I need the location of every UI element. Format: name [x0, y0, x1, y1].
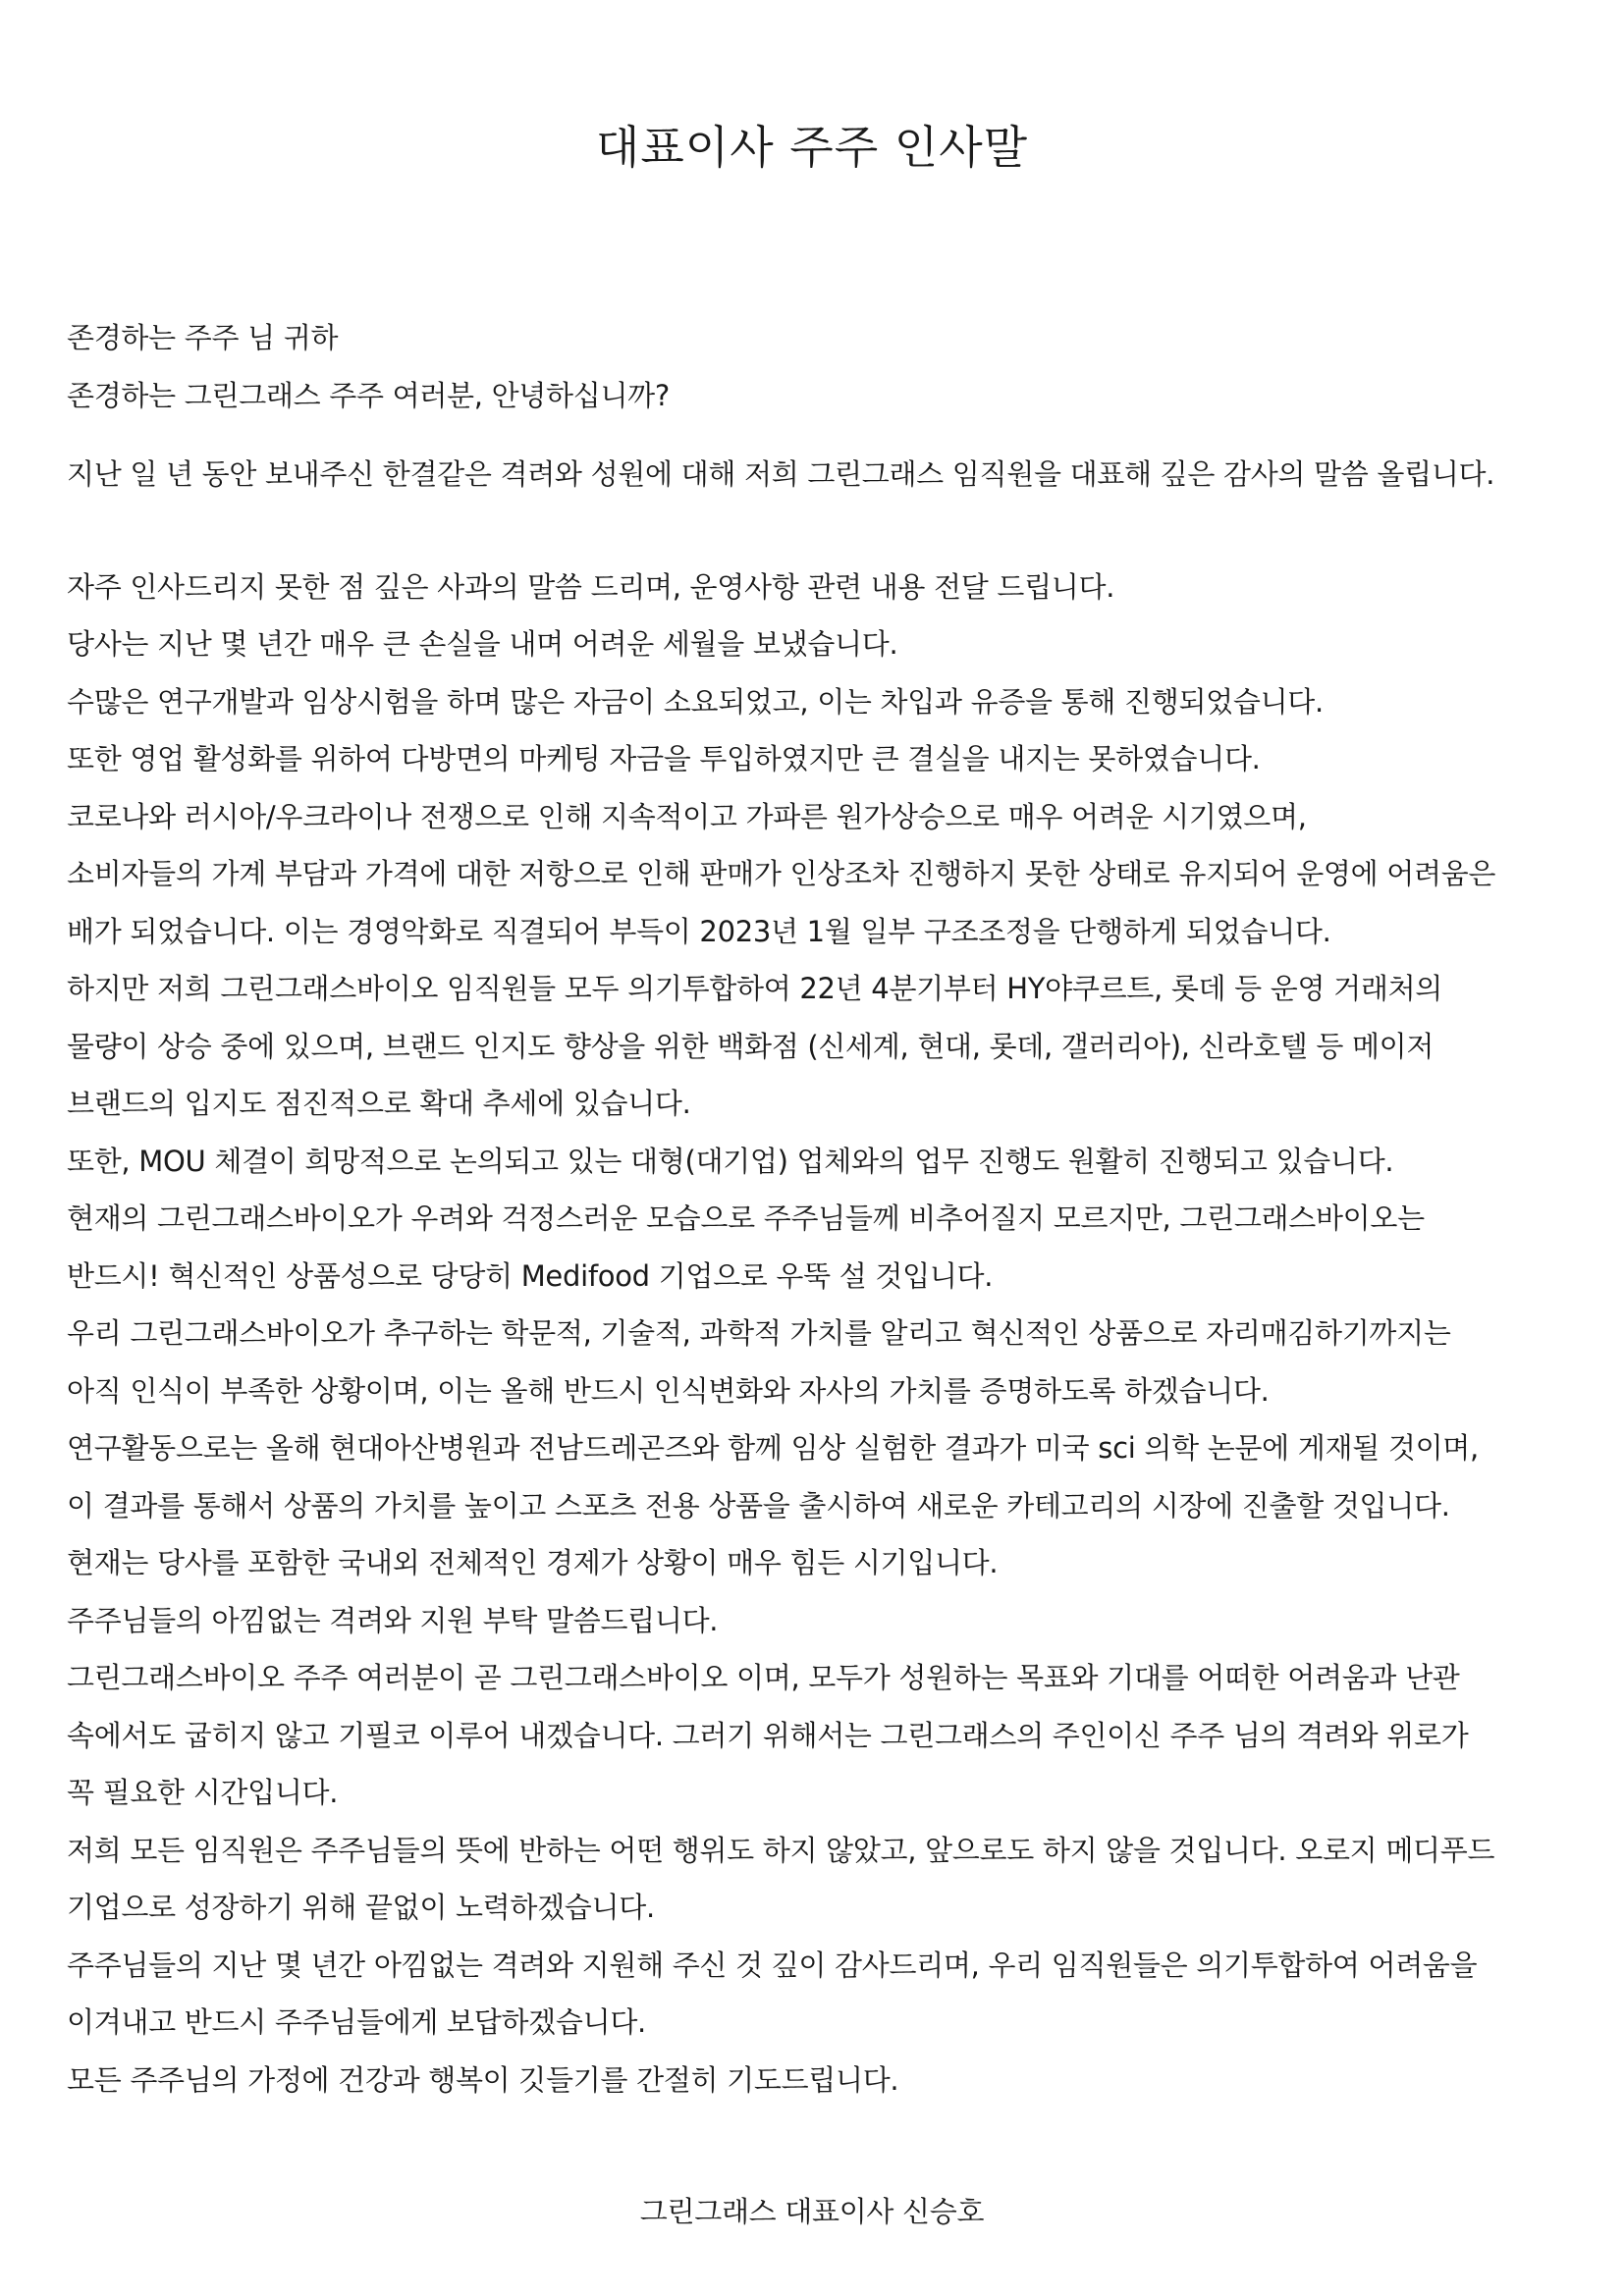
body-line: 하지만 저희 그린그래스바이오 임직원들 모두 의기투합하여 22년 4분기부터 HY야쿠르트, 롯데 등 운영 거래처의: [67, 972, 1443, 1005]
body-line: 속에서도 굽히지 않고 기필코 이루어 내겠습니다. 그러기 위해서는 그린그래스의 주인이신 주주 님의 격려와 위로가: [67, 1718, 1469, 1752]
body-line: 코로나와 러시아/우크라이나 전쟁으로 인해 지속적이고 가파른 원가상승으로 매우 어려운 시기였으며,: [67, 799, 1307, 833]
body-line: 현재의 그린그래스바이오가 우려와 걱정스러운 모습으로 주주님들께 비추어질지 모르지만, 그린그래스바이오는: [67, 1201, 1425, 1235]
body-line: 물량이 상승 중에 있으며, 브랜드 인지도 향상을 위한 백화점 (신세계, 현대, 롯데, 갤러리아), 신라호텔 등 메이저: [67, 1029, 1435, 1063]
body-paragraphs: [67, 559, 1569, 2109]
body-line: 저희 모든 임직원은 주주님들의 뜻에 반하는 어떤 행위도 하지 않았고, 앞으로도 하지 않을 것입니다. 오로지 메디푸드: [67, 1833, 1495, 1867]
body-line: 수많은 연구개발과 임상시험을 하며 많은 자금이 소요되었고, 이는 차입과 유증을 통해 진행되었습니다.: [67, 684, 1324, 719]
body-line: 당사는 지난 몇 년간 매우 큰 손실을 내며 어려운 세월을 보냈습니다.: [67, 627, 898, 661]
body-line: 브랜드의 입지도 점진적으로 확대 추세에 있습니다.: [67, 1087, 691, 1120]
body-line: 이 결과를 통해서 상품의 가치를 높이고 스포츠 전용 상품을 출시하여 새로운 카테고리의 시장에 진출할 것입니다.: [67, 1488, 1450, 1522]
body-line: 꼭 필요한 시간입니다.: [67, 1776, 339, 1809]
body-line: 소비자들의 가계 부담과 가격에 대한 저항으로 인해 판매가 인상조차 진행하지 못한 상태로 유지되어 운영에 어려움은: [67, 857, 1496, 890]
body-line: 자주 인사드리지 못한 점 깊은 사과의 말씀 드리며, 운영사항 관련 내용 전달 드립니다.: [67, 569, 1115, 604]
greeting-line: 존경하는 그린그래스 주주 여러분, 안녕하십니까?: [67, 378, 670, 412]
body-line: 배가 되었습니다. 이는 경영악화로 직결되어 부득이 2023년 1월 일부 구조조정을 단행하게 되었습니다.: [67, 914, 1331, 948]
page-title: 대표이사 주주 인사말: [595, 121, 1029, 174]
body-line: 아직 인식이 부족한 상황이며, 이는 올해 반드시 인식변화와 자사의 가치를 증명하도록 하겠습니다.: [67, 1373, 1270, 1408]
body-line: 또한, MOU 체결이 희망적으로 논의되고 있는 대형(대기업) 업체와의 업무 진행도 원활히 진행되고 있습니다.: [67, 1144, 1394, 1178]
body-line: 이겨내고 반드시 주주님들에게 보답하겠습니다.: [67, 2005, 646, 2039]
body-line: 연구활동으로는 올해 현대아산병원과 전남드레곤즈와 함께 임상 실험한 결과가 미국 sci 의학 논문에 게재될 것이며,: [67, 1431, 1479, 1465]
letter-body: [67, 309, 1569, 2109]
body-line: 현재는 당사를 포함한 국내외 전체적인 경제가 상황이 매우 힘든 시기입니다.: [67, 1546, 999, 1579]
body-line: 그린그래스바이오 주주 여러분이 곧 그린그래스바이오 이며, 모두가 성원하는 목표와 기대를 어떠한 어려움과 난관: [67, 1661, 1460, 1694]
body-line: 주주님들의 지난 몇 년간 아낌없는 격려와 지원해 주신 것 깊이 감사드리며, 우리 임직원들은 의기투합하여 어려움을: [67, 1948, 1478, 1982]
body-line: 우리 그린그래스바이오가 추구하는 학문적, 기술적, 과학적 가치를 알리고 혁신적인 상품으로 자리매김하기까지는: [67, 1316, 1451, 1350]
body-line: 기업으로 성장하기 위해 끝없이 노력하겠습니다.: [67, 1891, 655, 1924]
body-line: 주주님들의 아낌없는 격려와 지원 부탁 말씀드립니다.: [67, 1603, 719, 1637]
body-line: 반드시! 혁신적인 상품성으로 당당히 Medifood 기업으로 우뚝 설 것입니다.: [67, 1258, 994, 1293]
signature: 그린그래스 대표이사 신승호: [639, 2195, 985, 2228]
body-line: 또한 영업 활성화를 위하여 다방면의 마케팅 자금을 투입하였지만 큰 결실을 내지는 못하였습니다.: [67, 742, 1261, 775]
intro-paragraph: 지난 일 년 동안 보내주신 한결같은 격려와 성원에 대해 저희 그린그래스 임직원을 대표해 깊은 감사의 말씀 올립니다.: [67, 457, 1495, 491]
body-line: 모든 주주님의 가정에 건강과 행복이 깃들기를 간절히 기도드립니다.: [67, 2062, 899, 2097]
salutation-line: 존경하는 주주 님 귀하: [67, 321, 339, 354]
